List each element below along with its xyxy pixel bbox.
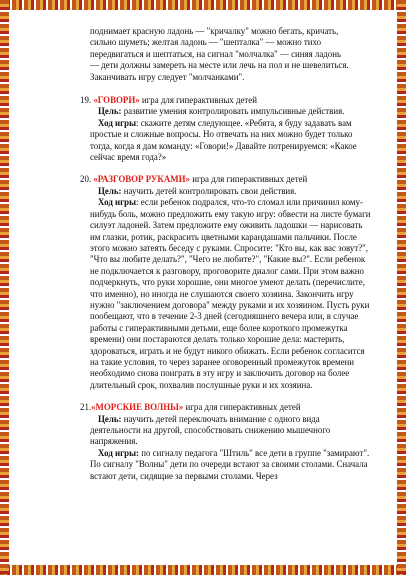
game-subtitle: игра для гиперактивных детей bbox=[139, 95, 257, 106]
game-subtitle: игра для гиперактивных детей bbox=[183, 402, 301, 413]
ornamental-border-bottom bbox=[0, 565, 406, 575]
game-goal bbox=[90, 186, 372, 197]
game-title-line bbox=[80, 95, 372, 106]
intro-line: — дети должны замереть на месте или лечь на пол и не шевелиться. bbox=[90, 60, 349, 71]
game-title-line bbox=[80, 174, 372, 185]
goal-label: Цель: bbox=[98, 413, 122, 424]
goal-text: научить детей переключать внимание с одного вида деятельности на другой, способствовать снижению мышечного напряжения. bbox=[90, 413, 331, 447]
move-label: Ход игры bbox=[98, 197, 137, 208]
intro-line: Заканчивать игру следует "молчанками". bbox=[90, 71, 245, 82]
game-number: 20. bbox=[80, 174, 92, 185]
game-21 bbox=[80, 402, 372, 482]
game-number: 19. bbox=[80, 95, 92, 106]
game-title: «ГОВОРИ» bbox=[93, 95, 140, 106]
move-label: Ход игры: bbox=[98, 447, 139, 458]
document-body bbox=[80, 26, 372, 482]
goal-label: Цель: bbox=[98, 185, 122, 196]
game-goal bbox=[90, 106, 372, 117]
intro-paragraph bbox=[90, 26, 372, 83]
intro-line: передвигаться и шептаться, на сигнал "молчалка" — синяя ладонь bbox=[90, 48, 342, 59]
goal-label: Цель: bbox=[98, 106, 122, 117]
move-label: Ход игры bbox=[98, 117, 137, 128]
game-title: «РАЗГОВОР РУКАМИ» bbox=[93, 174, 190, 185]
game-move bbox=[90, 118, 372, 164]
ornamental-border-left bbox=[0, 0, 9, 575]
game-title-line bbox=[80, 402, 372, 413]
game-title: «МОРСКИЕ ВОЛНЫ» bbox=[91, 402, 184, 413]
game-20 bbox=[80, 174, 372, 391]
goal-text: развитие умения контролировать импульсивные действия. bbox=[121, 106, 345, 117]
ornamental-border-top bbox=[0, 0, 406, 10]
game-subtitle: игра для гиперактивных детей bbox=[189, 174, 308, 185]
game-number: 21. bbox=[80, 402, 92, 413]
goal-text: научить детей контролировать свои действия. bbox=[121, 185, 297, 196]
ornamental-border-right bbox=[397, 0, 406, 575]
game-move bbox=[90, 448, 372, 482]
move-text: : скажите детям следующее. «Ребята, я буду задавать вам простые и сложные вопросы. Но отвечать на них можно будет только тогда, когда я дам команду: «Говори!» Давайте потренируемся: «Какое сейчас время года?» bbox=[90, 117, 357, 163]
intro-line: поднимает красную ладонь — "кричалку" можно бегать, кричать, bbox=[90, 26, 339, 36]
move-text: : если ребенок подрался, что-то сломал или причинил кому-нибудь боль, можно предложить ему такую игру: обвести на листе бумаги силуэт ладоней. Затем предложите ему оживить ладошки — нарисовать им глазки, ротик, раскрасить цветными карандашами пальчики. После этого можно затеять беседу с руками. Спросите: "Кто вы, как вас зовут?", "Что вы любите делать?", "Чего не любите?", "Какие вы?". Если ребенок не подключается к разговору, проговорите диалог сами. При этом важно подчеркнуть, что руки хорошие, они многое умеют делать (перечислите, что именно), но иногда не слушаются своего хозяина. Закончить игру нужно "заключением договора" между руками и их хозяином. Пусть руки пообещают, что в течение 2-3 дней (сегодняшнего вечера или, в случае работы с гиперактивными детьми, еще более короткого промежутка времени) они постараются делать только хорошие дела: мастерить, здороваться, играть и не будут никого обижать. Если ребенок согласится на такие условия, то через заранее оговоренный промежуток времени необходимо снова поиграть в эту игру и заключить договор на более длительный срок, похвалив послушные руки и их хозяина. bbox=[90, 197, 371, 390]
game-19 bbox=[80, 95, 372, 163]
game-goal bbox=[90, 414, 372, 448]
move-text: по сигналу педагога "Штиль" все дети в группе "замирают". По сигналу "Волны" дети по очереди встают за своими столами. Сначала встают дети, сидящие за первыми столами. Через bbox=[90, 447, 370, 481]
intro-line: сильно шуметь; желтая ладонь — "шепталка" — можно тихо bbox=[90, 37, 322, 48]
game-move bbox=[90, 197, 372, 391]
